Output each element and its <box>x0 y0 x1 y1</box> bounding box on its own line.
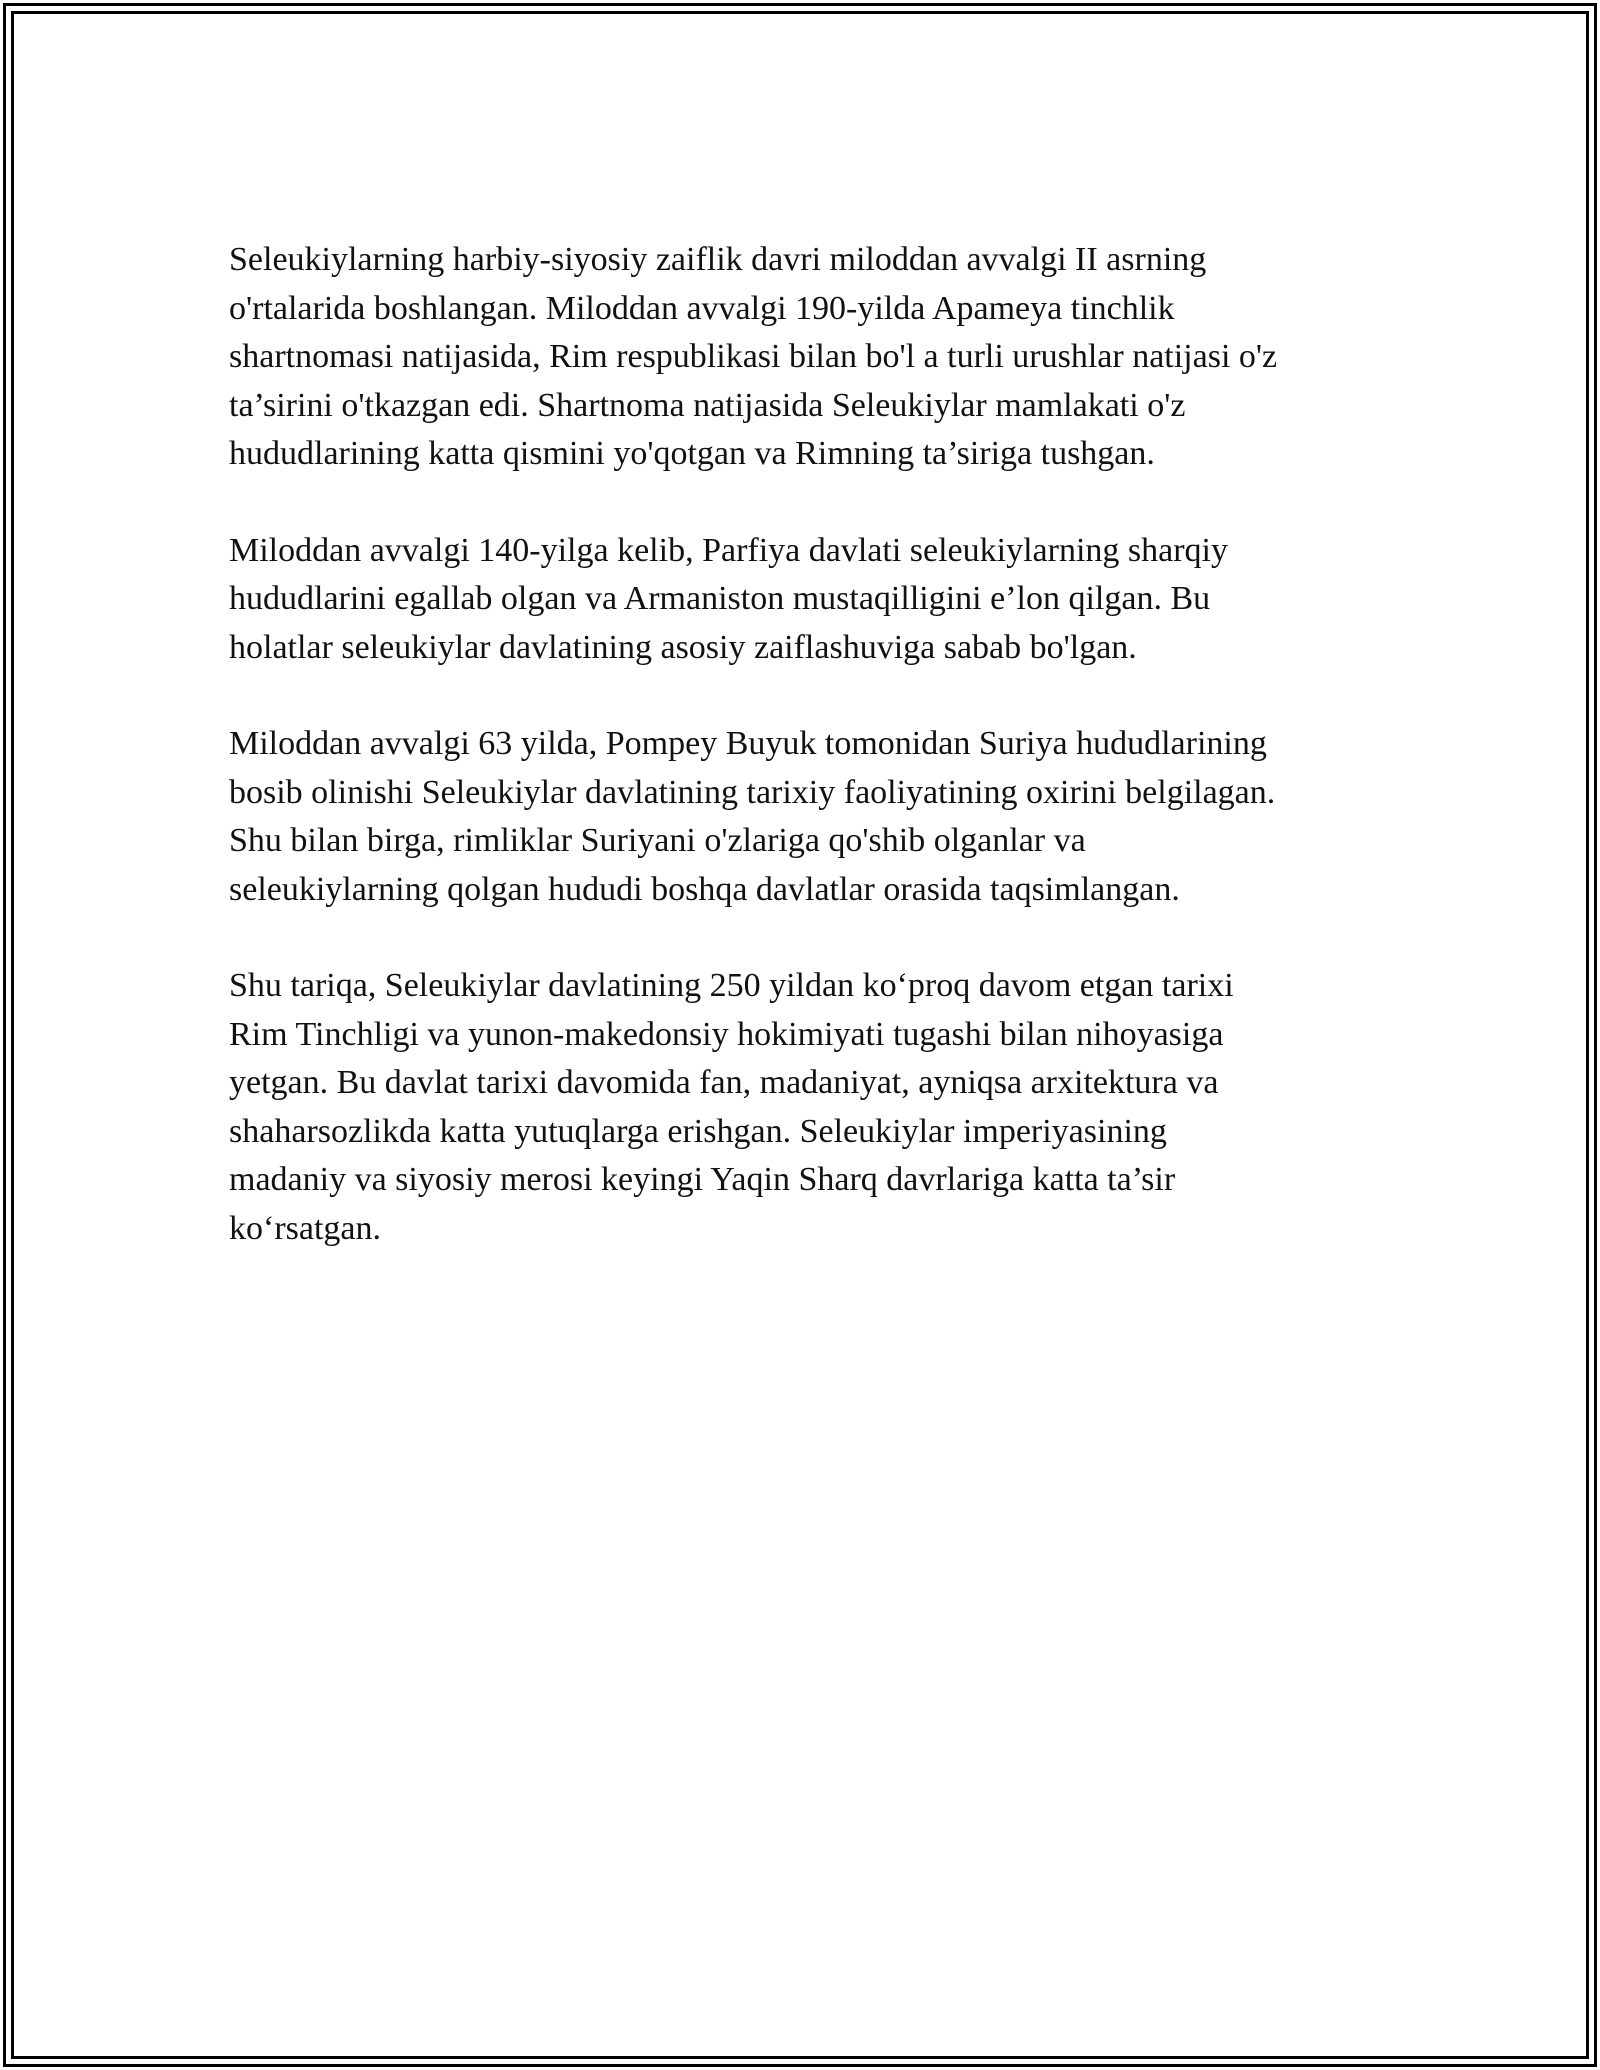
paragraph-line: Miloddan avvalgi 63 yilda, Pompey Buyuk tomonidan Suriya hududlarining <box>229 725 1267 762</box>
paragraph-1 <box>229 236 1429 479</box>
paragraph-line: holatlar seleukiylar davlatining asosiy zaiflashuviga sabab bo'lgan. <box>229 628 1137 666</box>
paragraph-line: madaniy va siyosiy merosi keyingi Yaqin Sharq davrlariga katta ta’sir <box>229 1161 1176 1198</box>
paragraph-2 <box>229 527 1429 673</box>
document-body <box>229 236 1429 1301</box>
paragraph-line: hududlarini egallab olgan va Armaniston mustaqilligini e’lon qilgan. Bu <box>229 580 1211 617</box>
paragraph-line: ko‘rsatgan. <box>229 1209 382 1247</box>
paragraph-line: Shu bilan birga, rimliklar Suriyani o'zlariga qo'shib olganlar va <box>229 822 1086 859</box>
paragraph-line: yetgan. Bu davlat tarixi davomida fan, madaniyat, ayniqsa arxitektura va <box>229 1064 1219 1101</box>
paragraph-4 <box>229 962 1429 1253</box>
paragraph-line: shaharsozlikda katta yutuqlarga erishgan. Seleukiylar imperiyasining <box>229 1112 1167 1150</box>
paragraph-line: o'rtalarida boshlangan. Miloddan avvalgi 190-yilda Apameya tinchlik <box>229 289 1175 327</box>
paragraph-line: bosib olinishi Seleukiylar davlatining tarixiy faoliyatining oxirini belgilagan. <box>229 773 1276 811</box>
paragraph-line: Seleukiylarning harbiy-siyosiy zaiflik davri miloddan avvalgi II asrning <box>229 241 1207 278</box>
paragraph-3 <box>229 720 1429 914</box>
paragraph-line: Miloddan avvalgi 140-yilga kelib, Parfiya davlati seleukiylarning sharqiy <box>229 531 1228 569</box>
paragraph-line: Rim Tinchligi va yunon-makedonsiy hokimiyati tugashi bilan nihoyasiga <box>229 1015 1224 1053</box>
paragraph-line: seleukiylarning qolgan hududi boshqa davlatlar orasida taqsimlangan. <box>229 870 1180 908</box>
paragraph-line: Shu tariqa, Seleukiylar davlatining 250 yildan ko‘proq davom etgan tarixi <box>229 967 1234 1004</box>
paragraph-line: ta’sirini o'tkazgan edi. Shartnoma natijasida Seleukiylar mamlakati o'z <box>229 386 1186 424</box>
paragraph-line: shartnomasi natijasida, Rim respublikasi bilan bo'l a turli urushlar natijasi o'z <box>229 338 1278 375</box>
paragraph-line: hududlarining katta qismini yo'qotgan va Rimning ta’siriga tushgan. <box>229 435 1155 472</box>
